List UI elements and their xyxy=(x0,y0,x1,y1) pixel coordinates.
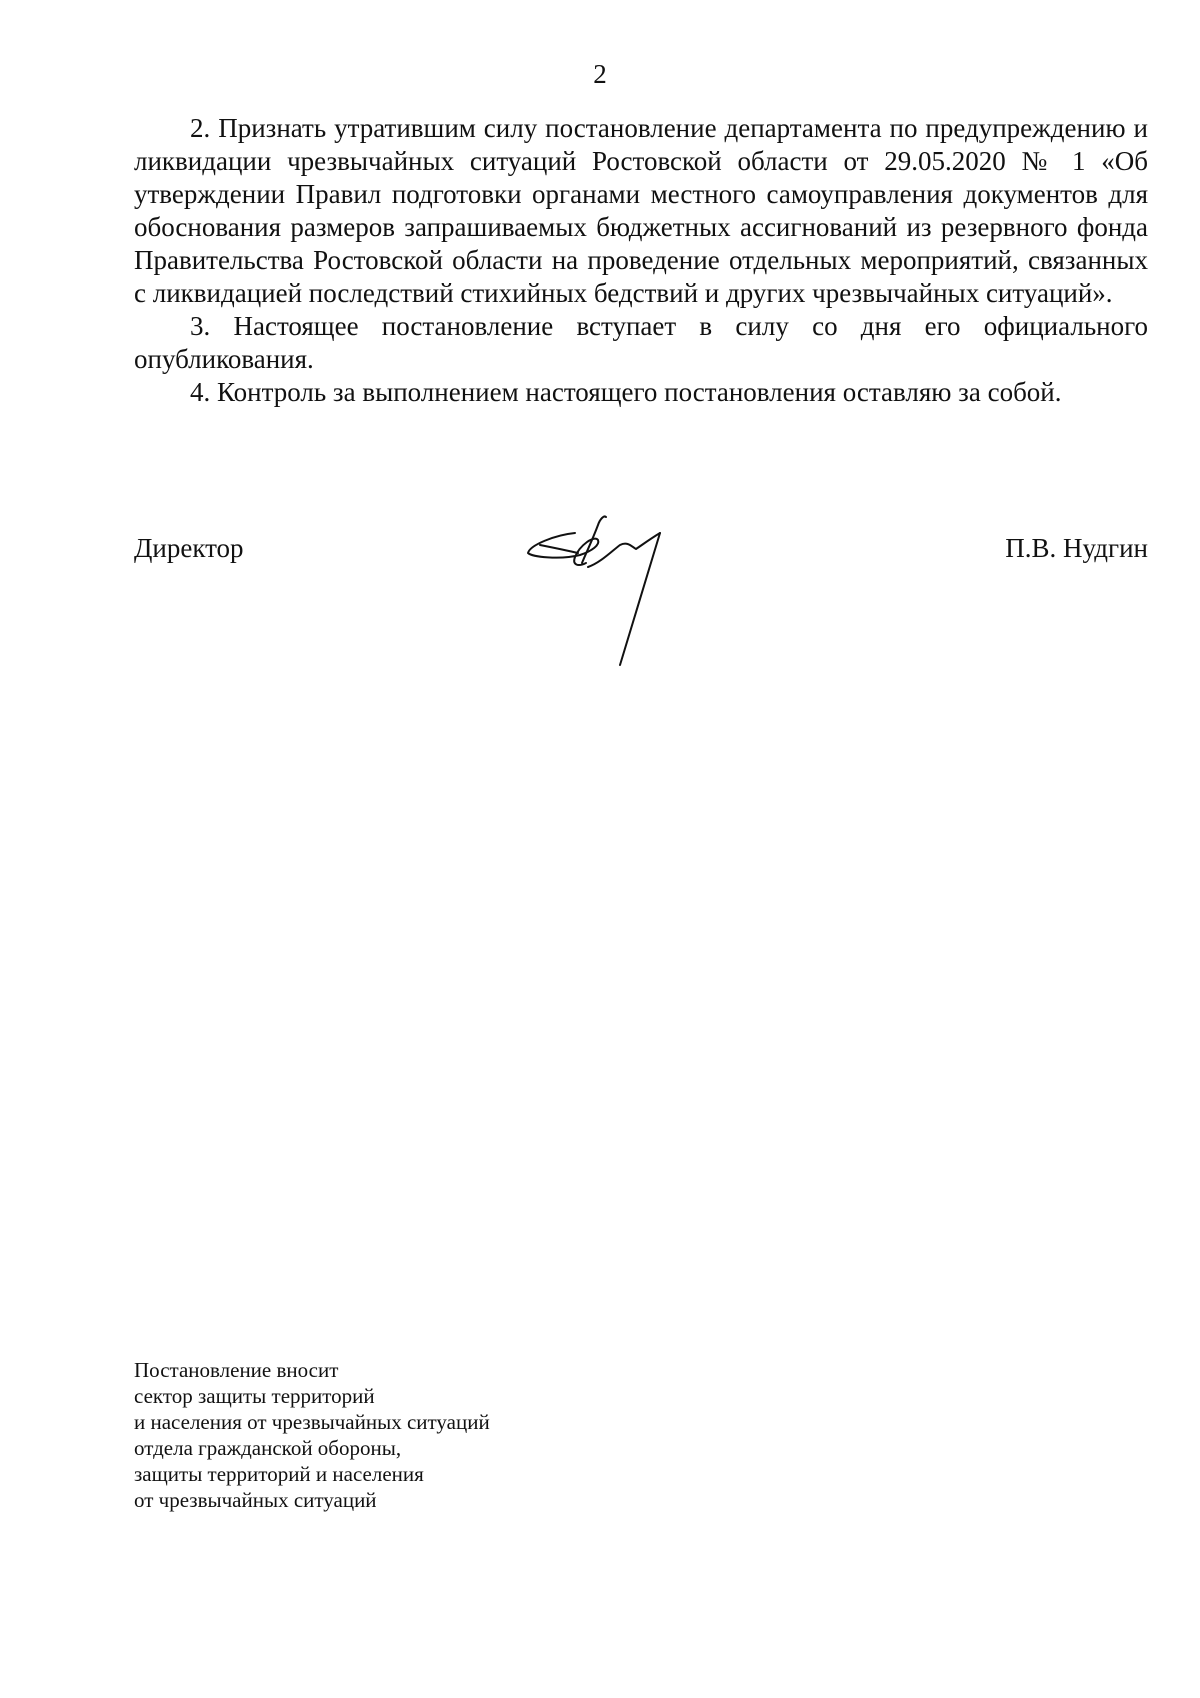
page-number: 2 xyxy=(593,59,607,89)
footer-line: сектор защиты территорий xyxy=(134,1384,375,1408)
footer-line: Постановление вносит xyxy=(134,1358,339,1382)
handwritten-signature xyxy=(520,505,690,675)
signatory-name: П.В. Нудгин xyxy=(1005,533,1148,563)
footer-line: и населения от чрезвычайных ситуаций xyxy=(134,1410,490,1434)
footer-line: защиты территорий и населения xyxy=(134,1462,424,1486)
paragraph-2: 2. Признать утратившим силу постановление департамента по предупреждению и ликвидации чрезвычайных ситуаций Ростовской области от 29.05.2020 № 1 «Об утверждении Правил подготовки органами местного самоуправления документов для обоснования размеров запрашиваемых бюджетных ассигнований из резервного фонда Правительства Ростовской области на проведение отдельных мероприятий, связанных с ликвидацией последствий стихийных бедствий и других чрезвычайных ситуаций». xyxy=(134,113,1148,308)
footer-note xyxy=(134,1357,490,1513)
document-body xyxy=(134,112,1148,409)
footer-line: от чрезвычайных ситуаций xyxy=(134,1488,377,1512)
paragraph-3: 3. Настоящее постановление вступает в силу со дня его официального опубликования. xyxy=(134,311,1148,374)
footer-line: отдела гражданской обороны, xyxy=(134,1436,402,1460)
paragraph-4: 4. Контроль за выполнением настоящего постановления оставляю за собой. xyxy=(190,377,1062,407)
signatory-title: Директор xyxy=(134,533,244,563)
